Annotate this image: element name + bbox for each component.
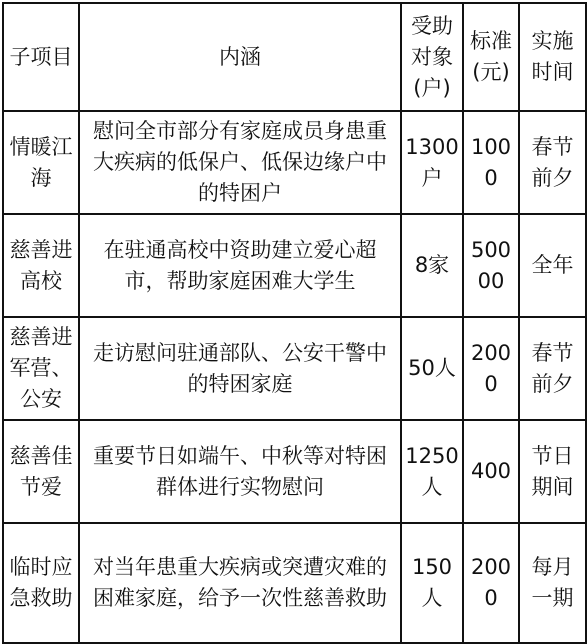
header-content: 内涵 — [79, 3, 401, 111]
table-row — [3, 214, 586, 317]
cell-time: 全年 — [519, 214, 586, 317]
table-row — [3, 420, 586, 523]
header-row — [3, 3, 586, 111]
cell-subproject: 临时应急救助 — [3, 523, 79, 643]
cell-standard: 1000 — [463, 111, 519, 214]
cell-time: 节日期间 — [519, 420, 586, 523]
cell-subproject: 慈善佳节爱 — [3, 420, 79, 523]
header-time: 实施时间 — [519, 3, 586, 111]
cell-time: 春节前夕 — [519, 111, 586, 214]
cell-recipients: 50人 — [401, 317, 463, 420]
cell-recipients: 150人 — [401, 523, 463, 643]
cell-recipients: 1250人 — [401, 420, 463, 523]
header-subproject: 子项目 — [3, 3, 79, 111]
cell-content: 重要节日如端午、中秋等对特困群体进行实物慰问 — [79, 420, 401, 523]
cell-time: 春节前夕 — [519, 317, 586, 420]
header-standard: 标准(元) — [463, 3, 519, 111]
cell-content: 走访慰问驻通部队、公安干警中的特困家庭 — [79, 317, 401, 420]
cell-recipients: 1300户 — [401, 111, 463, 214]
cell-subproject: 情暖江海 — [3, 111, 79, 214]
cell-content: 慰问全市部分有家庭成员身患重大疾病的低保户、低保边缘户中的特困户 — [79, 111, 401, 214]
charity-projects-table — [2, 2, 587, 644]
cell-subproject: 慈善进高校 — [3, 214, 79, 317]
cell-standard: 400 — [463, 420, 519, 523]
cell-standard: 2000 — [463, 317, 519, 420]
cell-standard: 50000 — [463, 214, 519, 317]
table-row — [3, 317, 586, 420]
cell-content: 在驻通高校中资助建立爱心超市，帮助家庭困难大学生 — [79, 214, 401, 317]
table-row — [3, 111, 586, 214]
cell-time: 每月一期 — [519, 523, 586, 643]
cell-subproject: 慈善进军营、公安 — [3, 317, 79, 420]
header-recipients: 受助对象(户) — [401, 3, 463, 111]
table-row — [3, 523, 586, 643]
cell-recipients: 8家 — [401, 214, 463, 317]
cell-content: 对当年患重大疾病或突遭灾难的困难家庭，给予一次性慈善救助 — [79, 523, 401, 643]
cell-standard: 2000 — [463, 523, 519, 643]
